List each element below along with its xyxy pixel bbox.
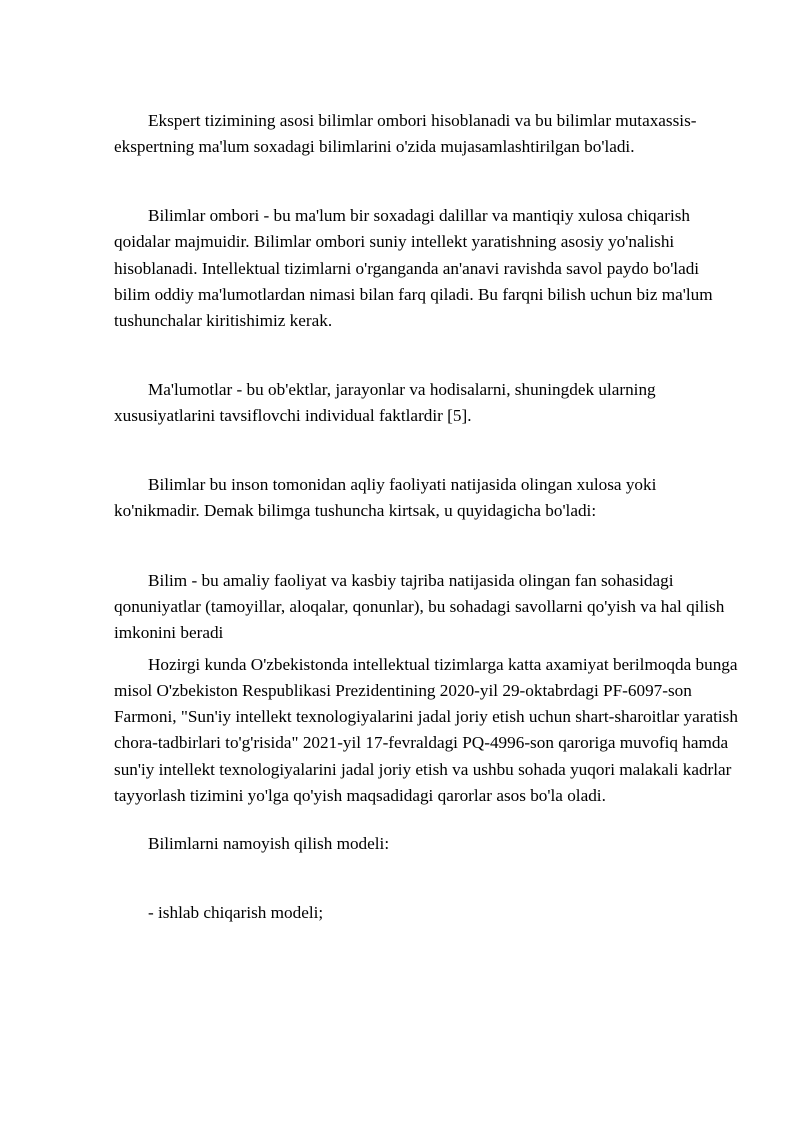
paragraph-spacer [114, 429, 738, 472]
paragraph-2: Bilimlar ombori - bu ma'lum bir soxadagi dalillar va mantiqiy xulosa chiqarish qoidalar majmuidir. Bilimlar ombori suniy intellekt yaratishning asosiy yo'nalishi hisoblanadi. Intellektual tizimlarni o'rganganda an'anavi ravishda savol paydo bo'ladi bilim oddiy ma'lumotlardan nimasi bilan farq qiladi. Bu farqni bilish uchun biz ma'lum tushunchalar kiritishimiz kerak. [114, 206, 713, 330]
paragraph-spacer [114, 525, 738, 568]
list-item: - ishlab chiqarish modeli; [148, 902, 324, 922]
paragraph-spacer [114, 160, 738, 203]
paragraph-3: Ma'lumotlar - bu ob'ektlar, jarayonlar va hodisalarni, shuningdek ularning xususiyatlarini tavsiflovchi individual faktlardir [5]. [114, 379, 656, 426]
paragraph-5: Bilim - bu amaliy faoliyat va kasbiy tajriba natijasida olingan fan sohasidagi qonuniyatlar (tamoyillar, aloqalar, qonunlar), bu sohadagi savollarni qo'yish va hal qilish imkonini beradi [114, 570, 725, 642]
paragraph-spacer [114, 334, 738, 377]
paragraph-6: Hozirgi kunda O'zbekistonda intellektual tizimlarga katta axamiyat berilmoqda bunga misol O'zbekiston Respublikasi Prezidentining 2020-yil 29-oktabrdagi PF-6097-son Farmoni, "Sun'iy intellekt texnologiyalarini jadal joriy etish uchun shart-sharoitlar yaratish chora-tadbirlari to'g'risida" 2021-yil 17-fevraldagi PQ-4996-son qaroriga muvofiq hamda sun'iy intellekt texnologiyalarini jadal joriy etish va ushbu sohada yuqori malakali kadrlar tayyorlash tizimini yo'lga qo'yish maqsadidagi qarorlar asos bo'la oladi. [114, 654, 738, 805]
paragraph-spacer [114, 809, 738, 831]
paragraph-4: Bilimlar bu inson tomonidan aqliy faoliyati natijasida olingan xulosa yoki ko'nikmadir. Demak bilimga tushuncha kirtsak, u quyidagicha bo'ladi: [114, 475, 657, 521]
paragraph-spacer [114, 857, 738, 900]
paragraph-7: Bilimlarni namoyish qilish modeli: [148, 833, 390, 853]
paragraph-1: Ekspert tizimining asosi bilimlar ombori hisoblanadi va bu bilimlar mutaxassis-ekspertning ma'lum soxadagi bilimlarini o'zida mujasamlashtirilgan bo'ladi. [114, 111, 697, 157]
document-body [114, 108, 738, 926]
